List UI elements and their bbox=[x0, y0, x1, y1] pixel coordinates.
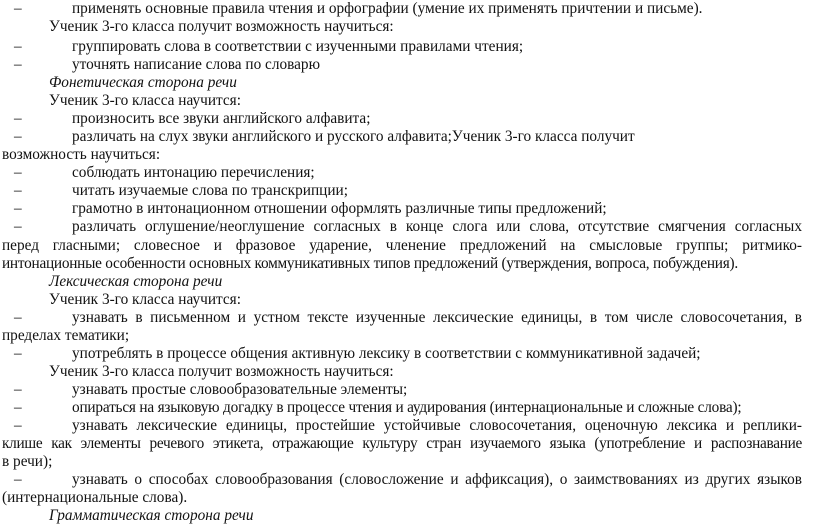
bullet-text: различать оглушение/неоглушение согласных в конце слога или слова, отсутствие смягчения согласных bbox=[72, 218, 802, 235]
bullet-text: употреблять в процессе общения активную лексику в соответствии с коммуникативной задачей; bbox=[72, 345, 701, 362]
bullet-text: узнавать простые словообразовательные элементы; bbox=[72, 381, 408, 398]
dash-marker: – bbox=[14, 417, 22, 434]
dash-marker: – bbox=[14, 399, 22, 416]
bullet-text: произносить все звуки английского алфавита; bbox=[72, 110, 371, 127]
bullet-text: опираться на языковую догадку в процессе чтения и аудирования (интернациональные и сложные слова); bbox=[72, 399, 742, 416]
continuation-text: пределах тематики; bbox=[2, 327, 130, 344]
dash-marker: – bbox=[14, 471, 22, 488]
dash-marker: – bbox=[14, 182, 22, 199]
bullet-text: узнавать лексические единицы, простейшие устойчивые словосочетания, оценочную лексика и реплики- bbox=[72, 417, 802, 434]
heading-text: Грамматическая сторона речи bbox=[49, 507, 254, 524]
continuation-text: перед гласными; словесное и фразовое ударение, членение предложений на смысловые группы; ритмико- bbox=[2, 237, 802, 254]
dash-marker: – bbox=[14, 309, 22, 326]
bullet-text: читать изучаемые слова по транскрипции; bbox=[72, 182, 348, 199]
heading-text: Фонетическая сторона речи bbox=[49, 74, 237, 91]
continuation-text: в речи); bbox=[2, 453, 53, 470]
dash-marker: – bbox=[14, 164, 22, 181]
bullet-text: уточнять написание слова по словарю bbox=[72, 56, 321, 73]
intro-text: Ученик 3-го класса получит возможность научиться: bbox=[49, 363, 394, 380]
intro-text: Ученик 3-го класса научится: bbox=[49, 92, 241, 109]
continuation-text: (интернациональные слова). bbox=[2, 489, 188, 506]
bullet-text: соблюдать интонацию перечисления; bbox=[72, 164, 315, 181]
dash-marker: – bbox=[14, 218, 22, 235]
heading-text: Лексическая сторона речи bbox=[49, 273, 223, 290]
dash-marker: – bbox=[14, 56, 22, 73]
bullet-text: грамотно в интонационном отношении оформлять различные типы предложений; bbox=[72, 200, 607, 217]
bullet-text: группировать слова в соответствии с изученными правилами чтения; bbox=[72, 38, 524, 55]
bullet-text: узнавать о способах словообразования (словосложение и аффиксация), о заимствованиях из других языков bbox=[72, 471, 802, 488]
bullet-text: применять основные правила чтения и орфографии (умение их применять причтении и письме). bbox=[72, 0, 703, 17]
dash-marker: – bbox=[14, 200, 22, 217]
dash-marker: – bbox=[14, 38, 22, 55]
bullet-text: узнавать в письменном и устном тексте изученные лексические единицы, в том числе словосочетания, в bbox=[72, 309, 802, 326]
dash-marker: – bbox=[14, 128, 22, 145]
continuation-text: интонационные особенности основных коммуникативных типов предложений (утверждения, вопроса, побуждения). bbox=[2, 255, 738, 272]
intro-text: Ученик 3-го класса научится: bbox=[49, 291, 241, 308]
intro-text: Ученик 3-го класса получит возможность научиться: bbox=[49, 18, 394, 35]
bullet-text: различать на слух звуки английского и русского алфавита;Ученик 3-го класса получит bbox=[72, 128, 635, 145]
continuation-text: клише как элементы речевого этикета, отражающие культуру стран изучаемого языка (употребление и распознавание bbox=[2, 435, 802, 452]
dash-marker: – bbox=[14, 110, 22, 127]
dash-marker: – bbox=[14, 345, 22, 362]
dash-marker: – bbox=[14, 0, 22, 17]
dash-marker: – bbox=[14, 381, 22, 398]
continuation-text: возможность научиться: bbox=[2, 146, 161, 163]
